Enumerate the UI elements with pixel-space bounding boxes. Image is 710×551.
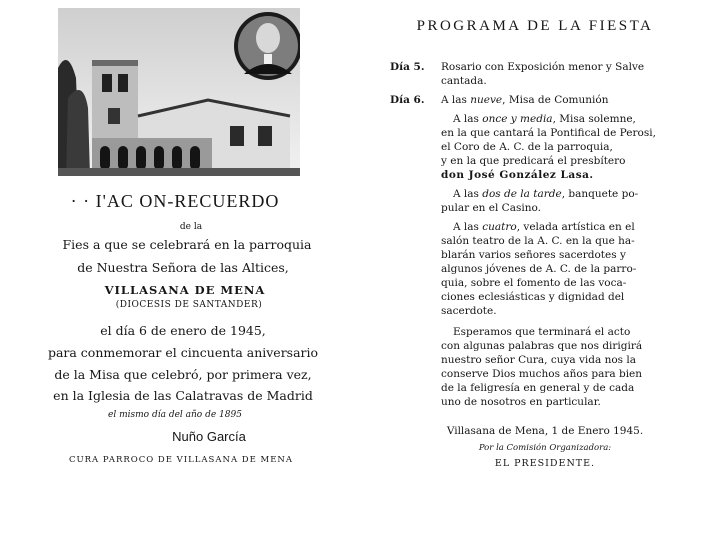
mass-line-4: y en la que predicará el presbítero [441,155,626,167]
banquet-line-1: A las dos de la tarde, banquete po- [453,188,639,200]
mass-line-3: el Coro de A. C. de la parroquia, [441,141,613,153]
de-la-line: de la [179,222,203,232]
town-name: VILLASANA DE MENA [104,283,266,297]
right-page [385,0,710,551]
president-line: EL PRESIDENTE. [494,458,596,469]
left-page [0,0,350,551]
closing-line-3: nuestro señor Cura, cuya vida nos la [441,354,637,366]
velada-line-3: blarán varios señores sacerdotes y [441,249,626,261]
velada-line-4: algunos jóvenes de A. C. de la parro- [441,263,637,275]
church-photo [58,8,300,176]
velada-line-5: quia, sobre el fomento de las voca- [441,277,627,289]
year-line: el mismo día del año de 1895 [108,410,242,420]
place-date: Villasana de Mena, 1 de Enero 1945. [446,425,644,437]
day5-line-2: cantada. [441,75,487,87]
velada-line-2: salón teatro de la A. C. en la que ha- [441,235,635,247]
mass-line-1: A las once y media, Misa solemne, [453,113,636,125]
committee-line: Por la Comisión Organizadora: [478,443,612,453]
closing-line-4: conserve Dios muchos años para bien [441,368,643,380]
invitation-line-6: para conmemorar el cincuenta aniversario [47,345,319,360]
day5-label: Día 5. [390,61,425,73]
closing-line-2: con algunas palabras que nos dirigirá [441,340,643,352]
date-line: el día 6 de enero de 1945, [100,323,266,338]
priest-title: CURA PARROCO DE VILLASANA DE MENA [68,455,294,465]
invitation-line-1: Fies a que se celebrará en la parroquia [62,237,312,252]
invitation-line-7: de la Misa que celebró, por primera vez, [54,367,312,382]
church-illustration [58,8,300,176]
closing-line-5: de la feligresía en general y de cada [441,382,635,394]
priest-name: Nuño García [172,429,246,444]
day5-line-1: Rosario con Exposición menor y Salve [441,61,645,73]
mass-line-2: en la que cantará la Pontifical de Perosi, [441,127,656,139]
closing-line-6: uno de nosotros en particular. [441,396,601,408]
banquet-line-2: pular en el Casino. [441,202,541,214]
velada-line-7: sacerdote. [441,305,497,317]
day6-label: Día 6. [390,94,425,106]
invitation-line-2: de Nuestra Señora de las Altices, [77,260,289,275]
velada-line-6: ciones eclesiásticas y dignidad del [441,291,625,303]
day6-line-1: A las nueve, Misa de Comunión [441,94,609,106]
recuerdo-heading: · · I'AC ON-RECUERDO [70,191,280,211]
diocese-line: (DIOCESIS DE SANTANDER) [115,300,263,310]
program-title: PROGRAMA DE LA FIESTA [416,18,654,34]
preacher-name: don José González Lasa. [441,169,594,181]
closing-line-1: Esperamos que terminará el acto [453,326,631,338]
velada-line-1: A las cuatro, velada artística en el [453,221,635,233]
invitation-line-8: en la Iglesia de las Calatravas de Madrid [53,388,313,403]
